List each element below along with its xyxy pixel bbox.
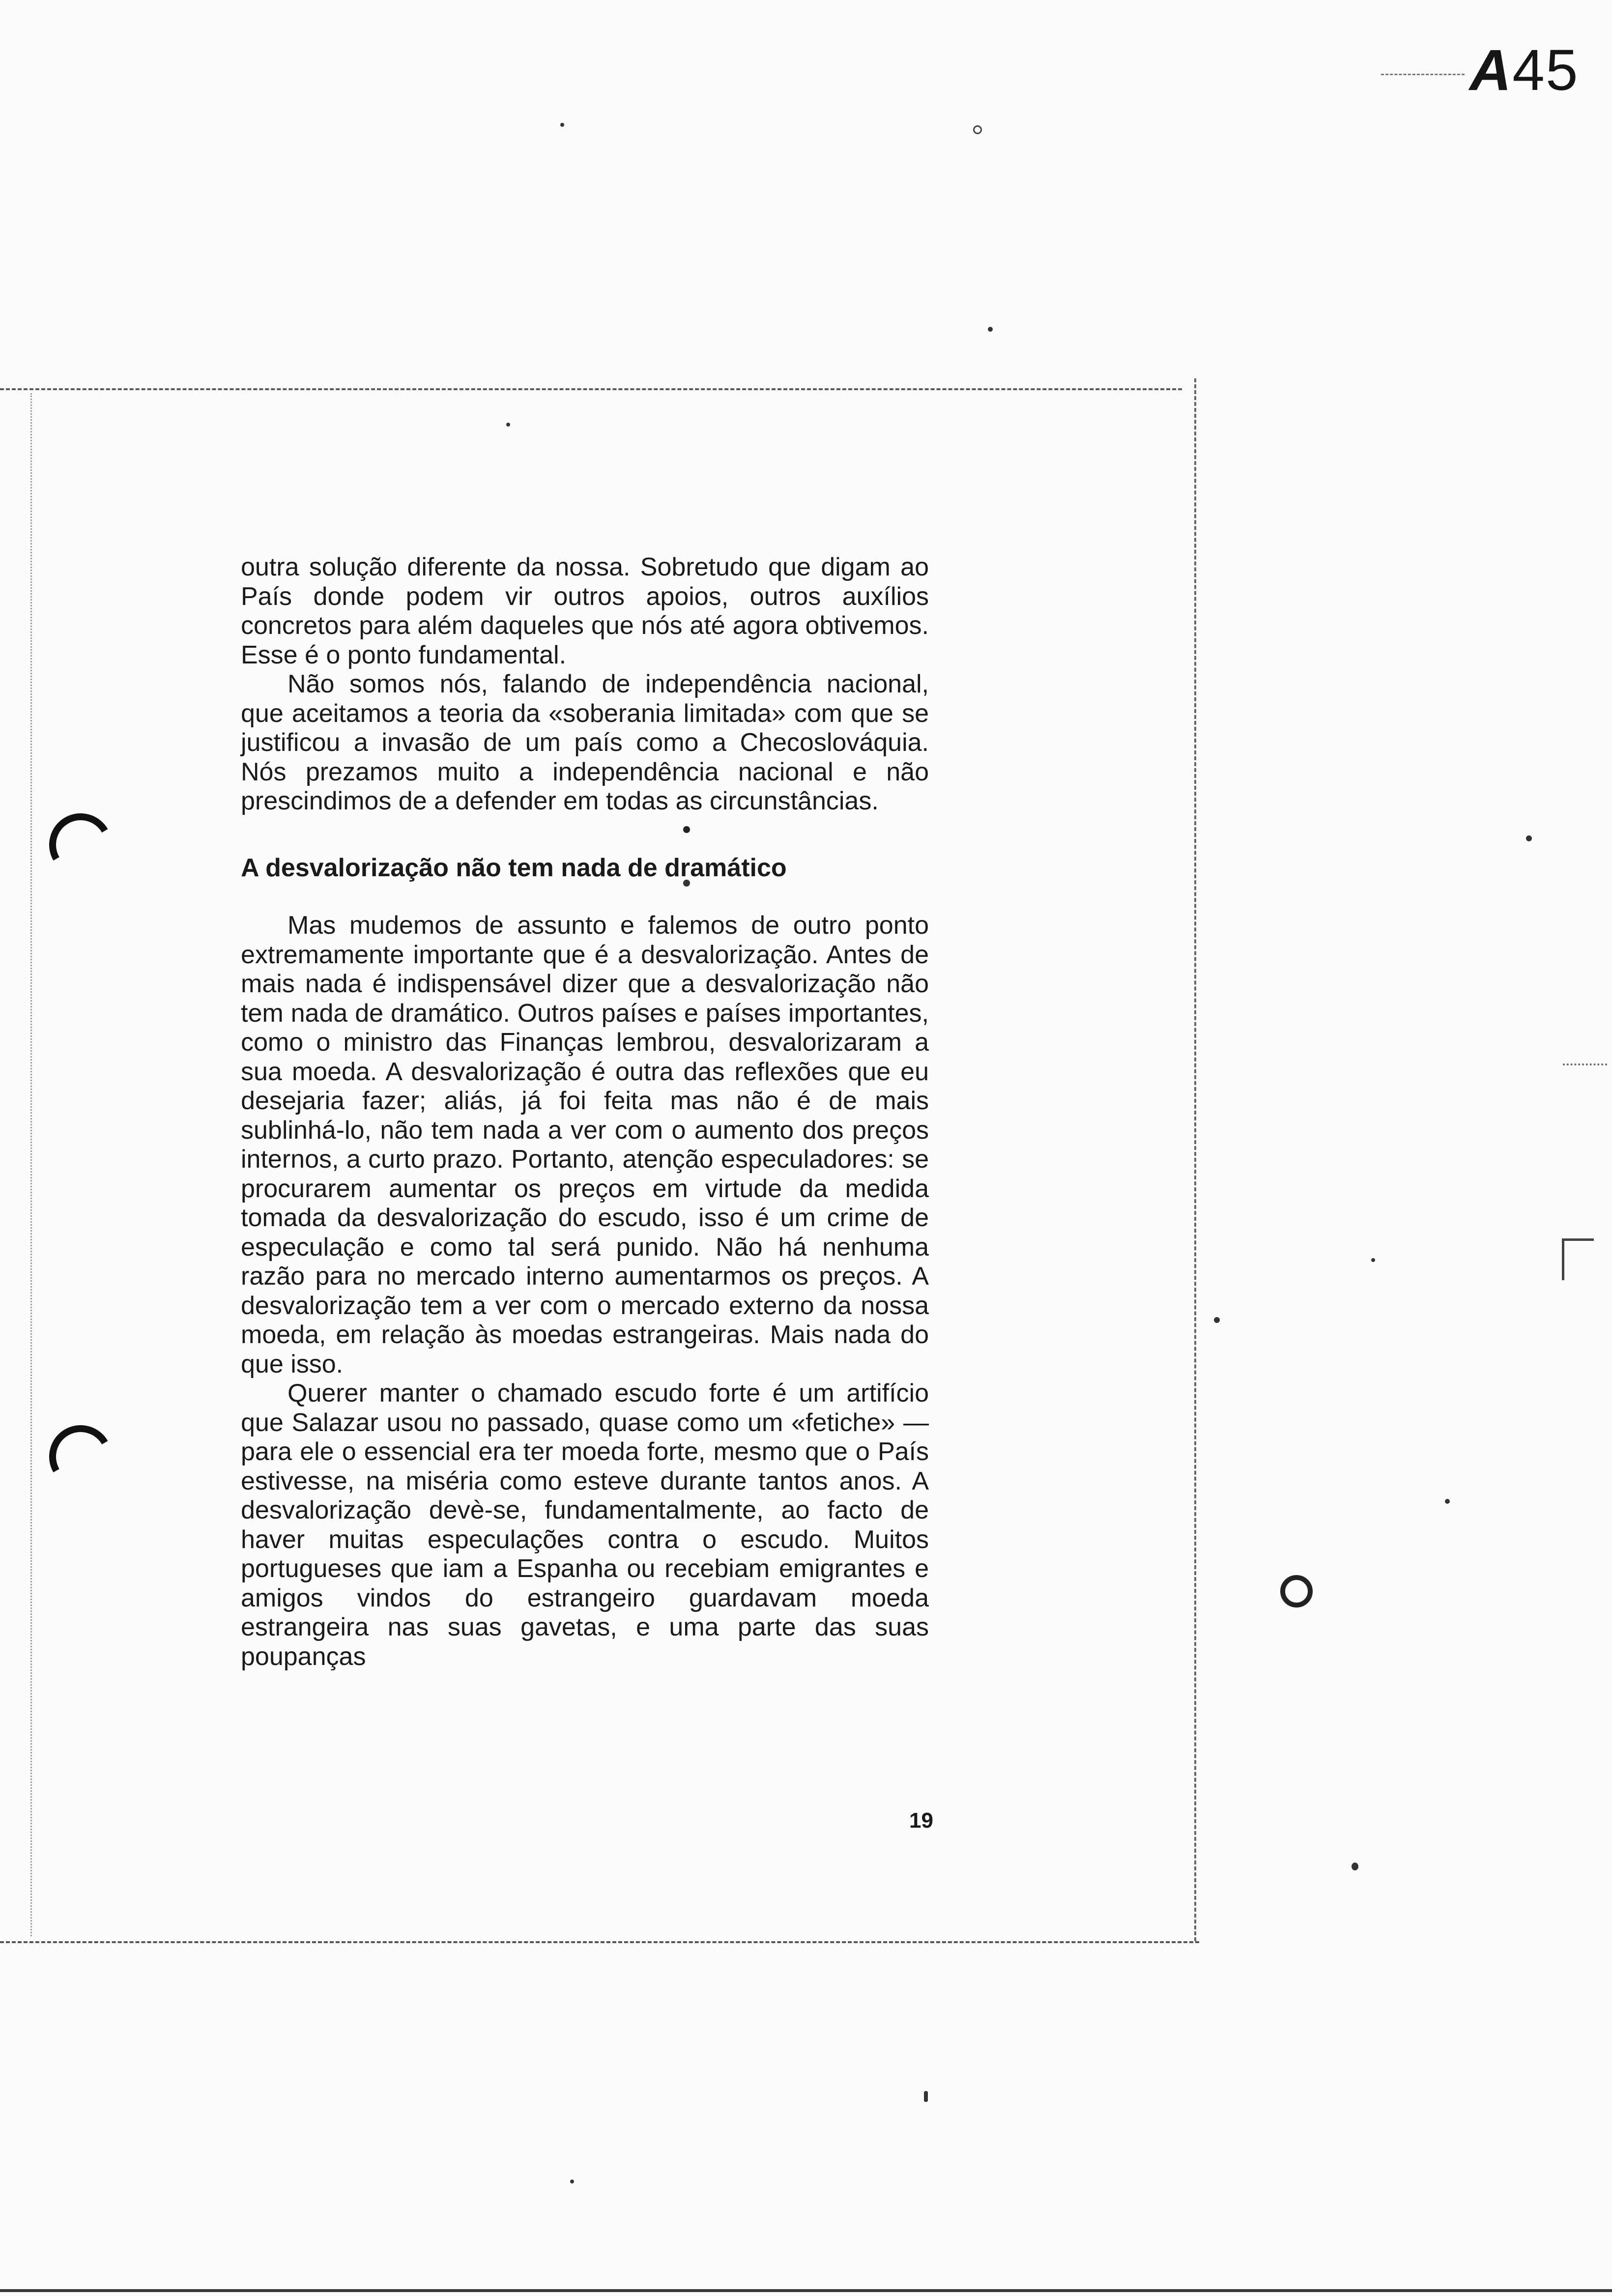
page-number: 19 xyxy=(909,1808,933,1833)
paragraph-3: Mas mudemos de assunto e falemos de outro ponto extremamente importante que é a desvalorização. Antes de mais nada é indispensável dizer que a desvalorização não tem nada de dramático. Outros países e países importantes, como o ministro das Finanças lembrou, desvalorizaram a sua moeda. A desvalorização é outra das reflexões que eu desejaria fazer; aliás, já foi feita mas não é de mais sublinhá-lo, não tem nada a ver com o aumento dos preços internos, a curto prazo. Portanto, atenção especuladores: se procurarem aumentar os preços em virtude da medida tomada da desvalorização do escudo, isso é um crime de especulação e como tal será punido. Não há nenhuma razão para no mercado interno aumentarmos os preços. A desvalorização tem a ver com o mercado externo da nossa moeda, em relação às moedas estrangeiras. Mais nada do que isso. xyxy=(241,911,929,1378)
scan-speck xyxy=(570,2180,574,2183)
scan-speck xyxy=(1371,1258,1375,1262)
archive-mark-number: 45 xyxy=(1512,38,1579,103)
margin-scribble xyxy=(1563,1057,1607,1065)
paragraph-4: Querer manter o chamado escudo forte é um artifício que Salazar usou no passado, quase como um «fetiche» — para ele o essencial era ter moeda forte, mesmo que o País estivesse, na miséria como esteve durante tantos anos. A desvalorização devè-se, fundamentalmente, ao facto de haver muitas especulações contra o escudo. Muitos portugueses que iam a Espanha ou recebiam emigrantes e amigos vindos do estrangeiro guardavam moeda estrangeira nas suas gavetas, e uma parte das suas poupanças xyxy=(241,1379,929,1671)
scan-speck xyxy=(924,2091,928,2102)
archive-mark-dash xyxy=(1381,74,1465,75)
paragraph-1: outra solução diferente da nossa. Sobretudo que digam ao País donde podem vir outros apoios, outros auxílios concretos para além daqueles que nós até agora obtivemos. Esse é o ponto fundamental. xyxy=(241,553,929,669)
section-heading: A desvalorização não tem nada de dramático xyxy=(241,853,787,882)
photocopy-border-left xyxy=(30,393,32,1936)
section-separator-dot xyxy=(241,816,929,846)
margin-bracket-mark xyxy=(1562,1238,1594,1280)
paragraph-2: Não somos nós, falando de independência nacional, que aceitamos a teoria da «soberania limitada» com que se justificou a invasão de um país como a Checoslováquia. Nós prezamos muito a independência nacional e não prescindimos de a defender em todas as circunstâncias. xyxy=(241,670,929,815)
photocopy-border-top xyxy=(0,388,1182,390)
scan-speck xyxy=(1526,835,1532,841)
scan-speck xyxy=(988,327,993,332)
photocopy-border-right xyxy=(1194,378,1196,1941)
scan-speck xyxy=(1352,1863,1358,1870)
ring-stain-mark xyxy=(1280,1575,1313,1607)
scan-speck xyxy=(506,423,510,427)
scan-speck xyxy=(973,125,982,134)
photocopy-border-bottom xyxy=(0,1941,1199,1943)
scan-speck xyxy=(560,123,564,127)
archive-mark xyxy=(1469,37,1579,104)
scan-bottom-edge xyxy=(0,2289,1612,2292)
scan-speck xyxy=(1214,1317,1220,1323)
archive-mark-letter: A xyxy=(1469,38,1513,103)
scan-speck xyxy=(1445,1499,1450,1504)
page-body xyxy=(241,553,929,1671)
